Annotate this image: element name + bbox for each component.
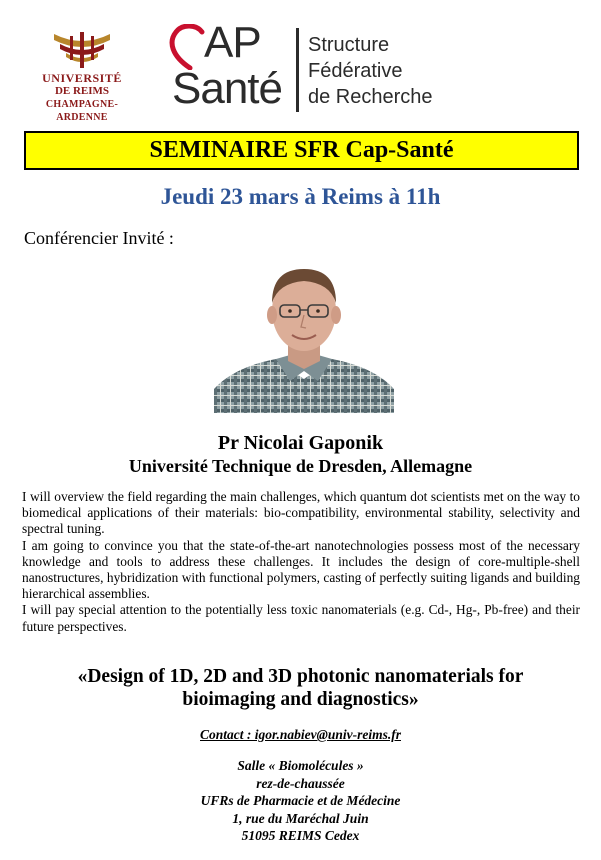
address-line-1: Salle « Biomolécules » [237, 758, 364, 773]
header [0, 0, 601, 123]
speaker-photo [214, 259, 394, 413]
cap-word: AP [204, 18, 261, 67]
talk-title-line1: «Design of 1D, 2D and 3D photonic nanomaterials for [77, 666, 524, 687]
address-line-2: rez-de-chaussée [256, 775, 345, 791]
address-line-5: 51095 REIMS Cedex [241, 828, 360, 843]
event-date: Jeudi 23 mars à Reims à 11h [160, 184, 441, 209]
seminar-banner: SEMINAIRE SFR Cap-Santé [24, 131, 579, 170]
talk-title [40, 665, 561, 711]
sfr-text [308, 32, 433, 110]
talk-title-line2: bioimaging and diagnostics» [182, 689, 419, 710]
sante-word: Santé [172, 64, 282, 113]
abstract [22, 489, 580, 635]
address-line-4: 1, rue du Maréchal Juin [232, 810, 369, 826]
sfr-line1: Structure [308, 34, 390, 56]
abstract-paragraph-2: I am going to convince you that the state-of-the-art nanotechnologies possess most of the necessary knowledge and tools to address these challenges. It includes the design of core-multiple-shell nanostructures, hybridization with functional polymers, casting of perfectly suiting ligands and building hierarchical assemblies. [22, 537, 580, 602]
university-logo [22, 30, 142, 123]
logo-divider [296, 28, 299, 112]
sfr-line2: Fédérative [308, 60, 403, 82]
address-line-3: UFRs de Pharmacie et de Médecine [200, 793, 401, 808]
venue-address [0, 757, 601, 845]
university-name-line1: UNIVERSITÉ [42, 71, 122, 85]
university-name-line3: CHAMPAGNE-ARDENNE [45, 99, 119, 123]
speaker-affiliation: Université Technique de Dresden, Allemagne [128, 456, 473, 476]
abstract-paragraph-3: I will pay special attention to the potentially less toxic nanomaterials (e.g. Cd-, Hg-, Pb-free) and their future perspectives. [22, 602, 580, 634]
university-name-line2: DE REIMS [54, 85, 110, 97]
capsante-logo [168, 18, 468, 114]
university-emblem-icon [50, 30, 114, 70]
abstract-paragraph-1: I will overview the field regarding the main challenges, which quantum dot scientists met on the way to biomedical applications of their materials: bio-compatibility, environmental stability, selectivity and spectral tuning. [22, 489, 580, 537]
contact-email-link[interactable]: Contact : igor.nabiev@univ-reims.fr [200, 727, 401, 742]
contact-line[interactable] [0, 727, 601, 743]
speaker-label: Conférencier Invité : [24, 228, 174, 248]
speaker-portrait-icon [214, 259, 394, 413]
sfr-line3: de Recherche [308, 86, 433, 108]
speaker-name: Pr Nicolai Gaponik [217, 432, 384, 454]
